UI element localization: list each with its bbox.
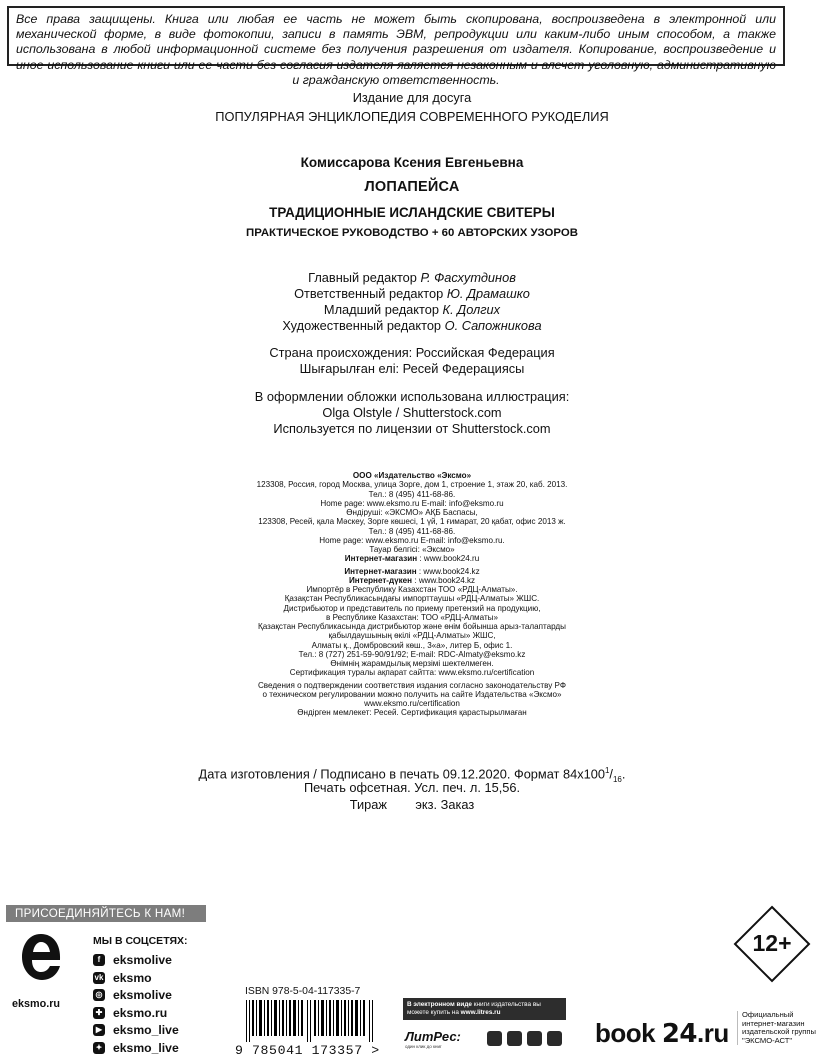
- windows-phone-icon[interactable]: [547, 1031, 562, 1046]
- social-odnoklassniki[interactable]: ✚ eksmo.ru: [93, 1005, 167, 1021]
- twitter-icon: ✦: [93, 1042, 105, 1054]
- android-icon[interactable]: [507, 1031, 522, 1046]
- barcode-digits: 9 785041 173357 >: [235, 1043, 380, 1058]
- cover-credit-1: В оформлении обложки использована иллюстрация:: [254, 389, 570, 404]
- eksmo-site[interactable]: eksmo.ru: [12, 998, 61, 1010]
- copyright-notice: Все права защищены. Книга или любая ее часть не может быть скопирована, воспроизведена в электронной или механической форме, в виде фотокопии, записи в память ЭВМ, репродукции или каким-либо иным способом, а также использована в любой информационной системе без получения разрешения от издателя. Копирование, воспроизведение и иное использование книги или ее части без согласия издателя является незаконным и влечет уголовную, административную и гражданскую ответственность.: [7, 6, 785, 66]
- social-title: МЫ В СОЦСЕТЯХ:: [93, 935, 188, 947]
- print-type: Печать офсетная. Усл. печ. л. 15,56.: [303, 780, 521, 795]
- origin-country-kz: Шығарылған елі: Ресей Федерациясы: [299, 361, 525, 376]
- eksmo-logo-icon: [18, 930, 64, 990]
- odnoklassniki-icon: ✚: [93, 1007, 105, 1019]
- instagram-icon: ◎: [93, 989, 105, 1001]
- book-subtitle-2: ПРАКТИЧЕСКОЕ РУКОВОДСТВО + 60 АВТОРСКИХ УЗОРОВ: [246, 227, 578, 239]
- book-subtitle: ТРАДИЦИОННЫЕ ИСЛАНДСКИЕ СВИТЕРЫ: [269, 205, 555, 220]
- social-facebook[interactable]: f eksmolive: [93, 952, 172, 968]
- litres-tagline: один клик до книг: [405, 1044, 442, 1049]
- edition-type: Издание для досуга: [352, 90, 472, 105]
- social-twitter[interactable]: ✦ eksmo_live: [93, 1040, 179, 1056]
- windows-icon[interactable]: [527, 1031, 542, 1046]
- book24-logo[interactable]: book 24.ru: [595, 1018, 729, 1049]
- barcode-icon: [244, 1000, 376, 1042]
- litres-logo[interactable]: ЛитРес:: [405, 1029, 461, 1044]
- series-name: ПОПУЛЯРНАЯ ЭНЦИКЛОПЕДИЯ СОВРЕМЕННОГО РУКОДЕЛИЯ: [215, 109, 609, 124]
- join-banner: ПРИСОЕДИНЯЙТЕСЬ К НАМ!: [6, 905, 206, 922]
- editor-junior: Младший редактор К. Долгих: [323, 302, 501, 317]
- youtube-icon: ▶: [93, 1024, 105, 1036]
- age-rating-text: 12+: [752, 930, 792, 956]
- isbn: ISBN 978-5-04-117335-7: [245, 986, 361, 997]
- facebook-icon: f: [93, 954, 105, 966]
- author-name: Комиссарова Ксения Евгеньевна: [300, 155, 524, 170]
- editor-art: Художественный редактор О. Сапожникова: [282, 318, 542, 333]
- apple-store-icon[interactable]: [487, 1031, 502, 1046]
- social-vk[interactable]: vk eksmo: [94, 971, 152, 985]
- origin-country: Страна происхождения: Российская Федерация: [269, 345, 555, 360]
- cover-credit-2: Olga Olstyle / Shutterstock.com: [322, 405, 502, 420]
- vk-icon: vk: [94, 973, 104, 982]
- publisher-info: ООО «Издательство «Эксмо» 123308, Россия, город Москва, улица Зорге, дом 1, строение 1, этаж 20, каб. 2013. Тел.: 8 (495) 411-68-86. Home page: www.eksmo.ru E-mail: info@eksmo.ru Өндіруші: «ЭКСМО» АҚБ Баспасы, 123308, Ресей, қала Мәскеу, Зорге көшесі, 1 үй, 1 ғимарат, 20 қабат, офис 2013 ж. Тел.: 8 (495) 411-68-86. Home page: www.eksmo.ru E-mail: info@eksmo.ru. Тауар белгісі: «Эксмо» Интернет-магазин : www.book24.ru Интернет-магазин : www.book24.kz Интернет-дүкен : www.book24.kz Импортёр в Республику Казахстан ТОО «РДЦ-Алматы». Қазақстан Республикасындағы импорттаушы «РДЦ-Алматы» ЖШС. Дистрибьютор и представитель по приему претензий на продукцию, в Республике Казахстан: ТОО «РДЦ-Алматы» Қазақстан Республикасында дистрибьютор және өнім бойынша арыз-талаптарды қабылдаушының өкілі «РДЦ-Алматы» ЖШС, Алматы қ., Домбровский көш., 3«а», литер Б, офис 1. Тел.: 8 (727) 251-59-90/91/92; E-mail: RDC-Almaty@eksmo.kz Өнімнің жарамдылық мерзімі шектелмеген. Сертификация туралы ақпарат сайтта: www.eksmo.ru/certification Сведения о подтверждении соответствия издания согласно законодательству РФ о техническом регулировании можно получить на сайте Издательства «Эксмо» www.eksmo.ru/certification Өндірген мемлекет: Ресей. Сертификация қарастырылмаған: [256, 471, 568, 718]
- editor-responsible: Ответственный редактор Ю. Драмашко: [294, 286, 530, 301]
- social-instagram[interactable]: ◎ eksmolive: [93, 987, 172, 1003]
- editor-chief: Главный редактор Р. Фасхутдинов: [308, 270, 516, 285]
- social-youtube[interactable]: ▶ eksmo_live: [93, 1022, 179, 1038]
- ebook-promo: В электронном виде книги издательства вы можете купить на www.litres.ru: [403, 998, 566, 1020]
- book24-caption: Официальный интернет-магазин издательской группы "ЭКСМО-АСТ": [737, 1011, 816, 1045]
- print-date-format: Дата изготовления / Подписано в печать 09.12.2020. Формат $84x100^1/_{16}$.: [198, 766, 626, 784]
- cover-credit-3: Используется по лицензии от Shutterstock.com: [273, 421, 551, 436]
- print-run: Тираж экз. Заказ: [349, 797, 475, 812]
- book-title: ЛОПАПЕЙСА: [364, 179, 460, 195]
